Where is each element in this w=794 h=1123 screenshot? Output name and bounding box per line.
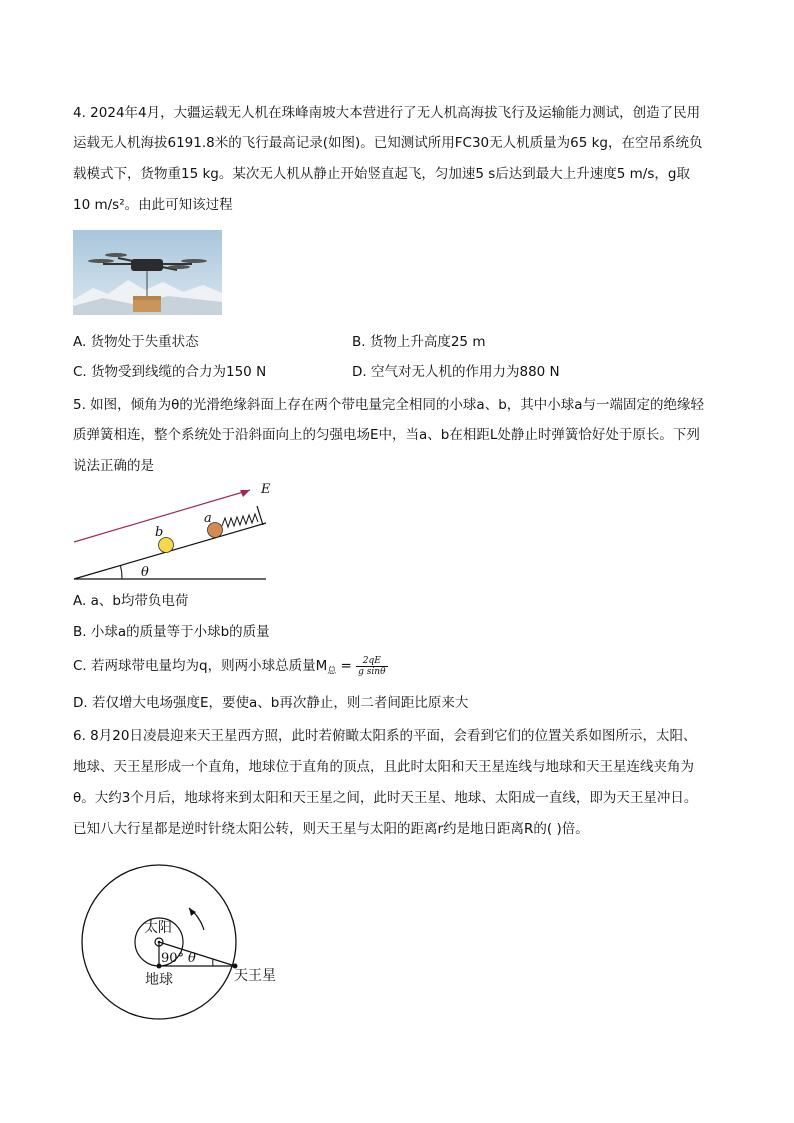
- q5-option-c-text: C. 若两球带电量均为q，则两小球总质量M: [73, 658, 328, 674]
- a-label: a: [204, 511, 212, 526]
- theta-label: θ: [141, 565, 149, 580]
- q4-option-b: B. 货物上升高度25 m: [352, 334, 486, 350]
- b-label: b: [155, 525, 164, 540]
- q5-line-3: 说法正确的是: [73, 458, 154, 474]
- q4-option-a: A. 货物处于失重状态: [73, 334, 199, 350]
- fraction-denominator: g sinθ: [358, 666, 386, 677]
- e-label: E: [261, 482, 271, 497]
- theta-label: θ: [188, 951, 196, 966]
- q5-line-2: 质弹簧相连，整个系统处于沿斜面向上的匀强电场E中，当a、b在相距L处静止时弹簧恰好处于原长。下列: [73, 427, 700, 443]
- q5-option-c-fraction: [356, 656, 387, 677]
- orbit-diagram: [75, 858, 295, 1048]
- q4-line-1: 4. 2024年4月，大疆运载无人机在珠峰南坡大本营进行了无人机高海拔飞行及运输能力测试，创造了民用: [73, 105, 701, 121]
- fraction-numerator: 2qE: [356, 656, 387, 667]
- angle-90-label: 90°: [161, 951, 185, 966]
- q6-line-1: 6. 8月20日凌晨迎来天王星西方照，此时若俯瞰太阳系的平面，会看到它们的位置关系如图所示，太阳、: [73, 728, 697, 744]
- q6-line-4: 已知八大行星都是逆时针绕太阳公转，则天王星与太阳的距离r约是地日距离R的( )倍。: [73, 821, 589, 837]
- q5-option-c: [73, 652, 388, 680]
- q5-option-b: B. 小球a的质量等于小球b的质量: [73, 624, 270, 640]
- q5-option-d: D. 若仅增大电场强度E，要使a、b再次静止，则二者间距比原来大: [73, 695, 469, 711]
- drone-photo: [73, 230, 222, 315]
- uranus-label: 天王星: [234, 968, 276, 984]
- q4-option-d: D. 空气对无人机的作用力为880 N: [352, 364, 560, 380]
- q5-option-c-sub: 总: [327, 666, 337, 677]
- q5-option-c-eq: =: [336, 658, 357, 674]
- q6-line-2: 地球、天王星形成一个直角，地球位于直角的顶点，且此时太阳和天王星连线与地球和天王星连线夹角为: [73, 759, 694, 775]
- q4-option-c: C. 货物受到线缆的合力为150 N: [73, 364, 267, 380]
- q6-line-3: θ。大约3个月后，地球将来到太阳和天王星之间，此时天王星、地球、太阳成一直线，即为天王星冲日。: [73, 790, 698, 806]
- earth-label: 地球: [145, 972, 173, 988]
- q5-line-1: 5. 如图，倾角为θ的光滑绝缘斜面上存在两个带电量完全相同的小球a、b，其中小球a与一端固定的绝缘轻: [73, 397, 705, 413]
- sun-label: 太阳: [144, 920, 172, 936]
- q4-line-4: 10 m/s²。由此可知该过程: [73, 197, 233, 213]
- incline-diagram: [70, 478, 280, 584]
- q4-line-2: 运载无人机海拔6191.8米的飞行最高记录(如图)。已知测试所用FC30无人机质量为65 kg，在空吊系统负: [73, 135, 703, 151]
- q5-option-a: A. a、b均带负电荷: [73, 593, 189, 609]
- q4-line-3: 载模式下，货物重15 kg。某次无人机从静止开始竖直起飞，匀加速5 s后达到最大上升速度5 m/s，g取: [73, 166, 690, 182]
